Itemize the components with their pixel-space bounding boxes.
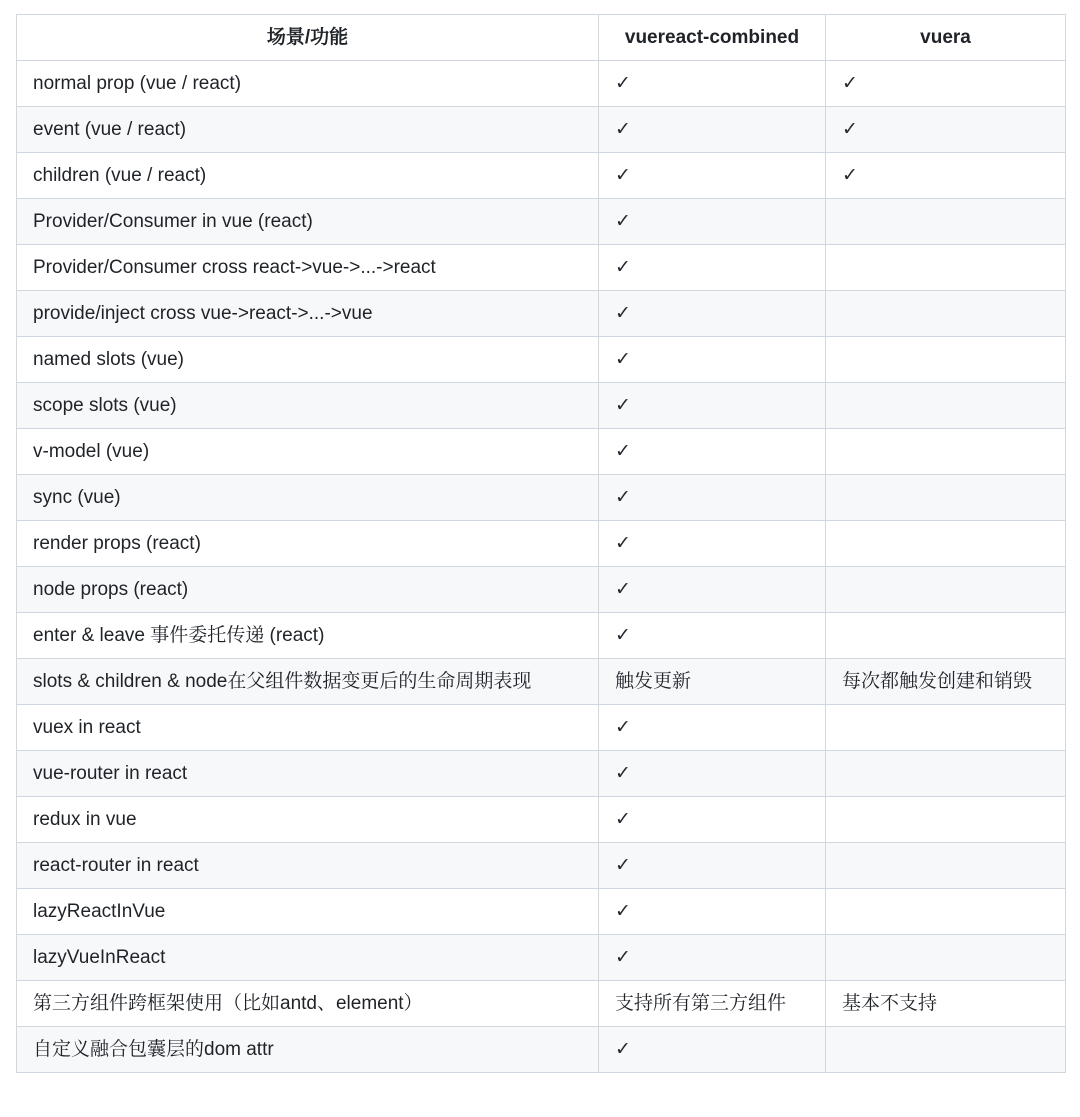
- header-scenario: 场景/功能: [17, 15, 599, 61]
- cell-vuera-check-icon: ✓: [826, 107, 1066, 153]
- cell-vuereact-combined-check-icon: ✓: [599, 889, 826, 935]
- table-row: [17, 383, 1066, 429]
- table-row: [17, 291, 1066, 337]
- cell-vuereact-combined-check-icon: ✓: [599, 613, 826, 659]
- cell-vuera: [826, 889, 1066, 935]
- cell-vuereact-combined-check-icon: ✓: [599, 567, 826, 613]
- cell-vuereact-combined-check-icon: ✓: [599, 843, 826, 889]
- table-row: [17, 843, 1066, 889]
- cell-vuereact-combined-check-icon: ✓: [599, 61, 826, 107]
- cell-scenario: lazyVueInReact: [17, 935, 599, 981]
- cell-vuera: [826, 1027, 1066, 1073]
- cell-vuera: [826, 935, 1066, 981]
- cell-scenario: children (vue / react): [17, 153, 599, 199]
- table-row: [17, 935, 1066, 981]
- table-body: [17, 61, 1066, 1073]
- cell-scenario: named slots (vue): [17, 337, 599, 383]
- header-vuera: vuera: [826, 15, 1066, 61]
- cell-vuereact-combined: 支持所有第三方组件: [599, 981, 826, 1027]
- cell-vuereact-combined-check-icon: ✓: [599, 521, 826, 567]
- cell-scenario: Provider/Consumer in vue (react): [17, 199, 599, 245]
- header-vuereact-combined: vuereact-combined: [599, 15, 826, 61]
- cell-scenario: event (vue / react): [17, 107, 599, 153]
- cell-scenario: provide/inject cross vue->react->...->vue: [17, 291, 599, 337]
- cell-vuera: [826, 613, 1066, 659]
- cell-scenario: v-model (vue): [17, 429, 599, 475]
- cell-scenario: slots & children & node在父组件数据变更后的生命周期表现: [17, 659, 599, 705]
- cell-vuereact-combined-check-icon: ✓: [599, 291, 826, 337]
- cell-scenario: scope slots (vue): [17, 383, 599, 429]
- table-row: [17, 429, 1066, 475]
- table-row: [17, 659, 1066, 705]
- cell-vuereact-combined-check-icon: ✓: [599, 245, 826, 291]
- cell-scenario: enter & leave 事件委托传递 (react): [17, 613, 599, 659]
- cell-vuera: [826, 337, 1066, 383]
- cell-scenario: 自定义融合包囊层的dom attr: [17, 1027, 599, 1073]
- table-row: [17, 245, 1066, 291]
- cell-scenario: Provider/Consumer cross react->vue->...->react: [17, 245, 599, 291]
- cell-vuereact-combined-check-icon: ✓: [599, 751, 826, 797]
- comparison-table-container: [16, 14, 1066, 1073]
- cell-vuereact-combined-check-icon: ✓: [599, 199, 826, 245]
- table-row: [17, 153, 1066, 199]
- table-header: [17, 15, 1066, 61]
- cell-scenario: vuex in react: [17, 705, 599, 751]
- table-row: [17, 797, 1066, 843]
- header-row: [17, 15, 1066, 61]
- table-row: [17, 567, 1066, 613]
- cell-vuereact-combined-check-icon: ✓: [599, 153, 826, 199]
- cell-vuereact-combined: 触发更新: [599, 659, 826, 705]
- cell-vuera: 基本不支持: [826, 981, 1066, 1027]
- table-row: [17, 199, 1066, 245]
- table-row: [17, 981, 1066, 1027]
- table-row: [17, 1027, 1066, 1073]
- cell-scenario: sync (vue): [17, 475, 599, 521]
- cell-scenario: redux in vue: [17, 797, 599, 843]
- cell-vuereact-combined-check-icon: ✓: [599, 797, 826, 843]
- cell-scenario: 第三方组件跨框架使用（比如antd、element）: [17, 981, 599, 1027]
- cell-vuera: [826, 797, 1066, 843]
- cell-vuera-check-icon: ✓: [826, 61, 1066, 107]
- cell-vuereact-combined-check-icon: ✓: [599, 705, 826, 751]
- cell-vuera: [826, 383, 1066, 429]
- table-row: [17, 751, 1066, 797]
- table-row: [17, 475, 1066, 521]
- cell-vuera: [826, 245, 1066, 291]
- cell-vuera: [826, 291, 1066, 337]
- cell-scenario: lazyReactInVue: [17, 889, 599, 935]
- cell-vuereact-combined-check-icon: ✓: [599, 475, 826, 521]
- table-row: [17, 613, 1066, 659]
- table-row: [17, 107, 1066, 153]
- cell-vuera: [826, 751, 1066, 797]
- table-row: [17, 889, 1066, 935]
- cell-vuereact-combined-check-icon: ✓: [599, 1027, 826, 1073]
- cell-vuera: [826, 475, 1066, 521]
- cell-scenario: normal prop (vue / react): [17, 61, 599, 107]
- cell-scenario: vue-router in react: [17, 751, 599, 797]
- cell-vuereact-combined-check-icon: ✓: [599, 107, 826, 153]
- cell-scenario: node props (react): [17, 567, 599, 613]
- table-row: [17, 337, 1066, 383]
- cell-vuera: [826, 199, 1066, 245]
- cell-vuera: [826, 521, 1066, 567]
- cell-vuera: 每次都触发创建和销毁: [826, 659, 1066, 705]
- cell-vuereact-combined-check-icon: ✓: [599, 935, 826, 981]
- cell-vuereact-combined-check-icon: ✓: [599, 383, 826, 429]
- cell-vuera: [826, 705, 1066, 751]
- cell-vuereact-combined-check-icon: ✓: [599, 429, 826, 475]
- cell-scenario: render props (react): [17, 521, 599, 567]
- table-row: [17, 705, 1066, 751]
- table-row: [17, 61, 1066, 107]
- table-row: [17, 521, 1066, 567]
- cell-vuera: [826, 429, 1066, 475]
- cell-vuera: [826, 843, 1066, 889]
- cell-vuera: [826, 567, 1066, 613]
- cell-vuera-check-icon: ✓: [826, 153, 1066, 199]
- comparison-table: [16, 14, 1066, 1073]
- cell-scenario: react-router in react: [17, 843, 599, 889]
- cell-vuereact-combined-check-icon: ✓: [599, 337, 826, 383]
